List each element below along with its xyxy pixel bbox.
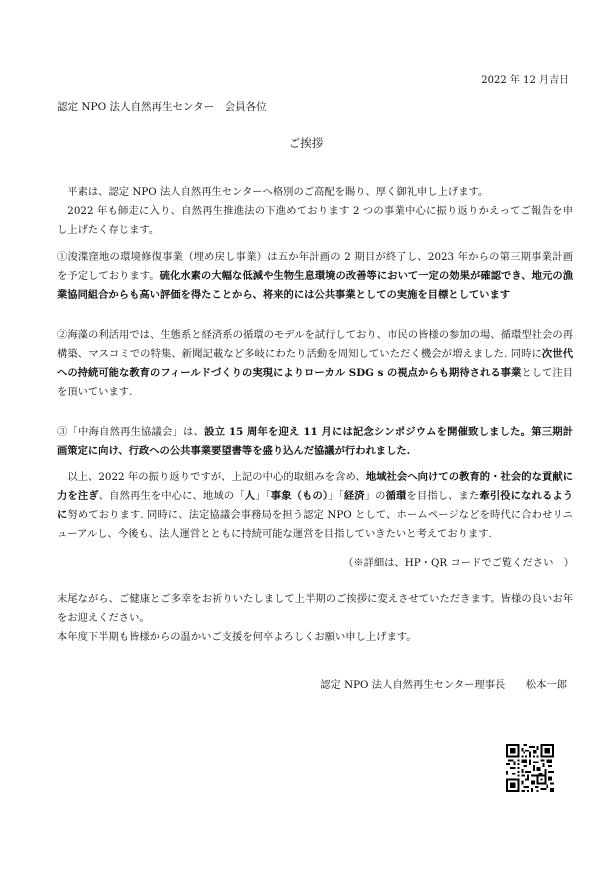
item-1-normal: ①浚渫窪地の環境修復事業（埋め戻し事業）は五か年計画の 2 期目が終了し、2023 年からの第三期事業計画を予定しております。 (57, 251, 573, 282)
item-2-paragraph (57, 326, 573, 402)
letter-date: 2022 年 12 月吉日 (481, 75, 569, 86)
qr-code-icon[interactable] (506, 744, 554, 792)
item-3-normal: ③「中海自然再生協議会」は、 (57, 426, 205, 438)
summary-part-6: 事象（もの） (270, 490, 329, 502)
item-3-text (57, 423, 573, 461)
summary-part-9: 」の (364, 490, 386, 502)
item-3-paragraph (57, 423, 573, 461)
summary-text (57, 468, 573, 544)
closing-line-1: 末尾ながら、ご健康とご多幸をお祈りいたしまして上半期のご挨拶に変えさせていただきます。皆様の良いお年をお迎えください。 (57, 593, 573, 624)
summary-part-3: 、自然再生を中心に、地域の「 (98, 490, 245, 502)
item-2-tail: として注目を頂いています. (57, 367, 573, 398)
intro-line-1: 平素は、認定 NPO 法人自然再生センターへ格別のご高配を賜り、厚く御礼申し上げます。 (67, 186, 489, 198)
summary-part-4: 人 (244, 490, 256, 502)
summary-part-10: 循環 (385, 490, 407, 502)
item-1-bold: 硫化水素の大幅な低減や生物生息環境の改善等において一定の効果が確認でき、地元の漁業協同組合からも高い評価を得たことから、将来的には公共事業としての実施を目標としています (57, 270, 573, 301)
summary-part-11: を目指し、また (406, 490, 480, 502)
summary-part-7: 」「 (328, 490, 344, 502)
item-1-text (57, 248, 573, 305)
page-title: ご挨拶 (288, 136, 324, 150)
intro-line-2: 2022 年も師走に入り、自然再生推進法の下進めております 2 つの事業中心に振り返りかえってご報告を申し上げたく存じます。 (57, 205, 573, 236)
details-note: （※詳細は、HP・QR コードでご覧ください ） (342, 557, 574, 569)
summary-part-8: 経済 (343, 490, 365, 502)
signature-line: 認定 NPO 法人自然再生センター理事長 松本一郎 (320, 679, 567, 691)
summary-part-5: 」「 (255, 490, 271, 502)
summary-part-12: 牽引役になれるように (57, 490, 574, 521)
item-3-bold: 設立 15 周年を迎え 11 月には記念シンポジウムを開催致しました。第三期計画策定に向け、行政への公共事業要望書等を盛り込んだ協議が行われました. (57, 426, 574, 457)
item-2-normal: ②海藻の利活用では、生態系と経済系の循環のモデルを試行しており、市民の皆様の参加の場、循環型社会の再構築、マスコミでの特集、新聞記載など多岐にわたり活動を周知していただく機会が増えました. 同時に (57, 329, 573, 360)
summary-paragraph (57, 468, 573, 544)
intro-paragraph (57, 183, 573, 240)
recipient-line: 認定 NPO 法人自然再生センター 会員各位 (57, 101, 267, 113)
item-2-bold: 次世代への持続可能な教育のフィールドづくりの実現によりローカル SDG s の視点からも期待される事業 (57, 348, 573, 379)
summary-part-1: 以上、2022 年の振り返りですが、上記の中心的取組みを含め、 (67, 471, 366, 483)
item-1-paragraph (57, 248, 573, 305)
closing-paragraph (57, 590, 573, 647)
item-2-text (57, 326, 573, 402)
summary-part-13: 努めております. 同時に、法定協議会事務局を担う認定 NPO として、ホームページなどを時代に合わせリニューアルし、今後も、法人運営とともに持続可能な運営を目指していきたいと考えております. (57, 509, 574, 540)
closing-line-2: 本年度下半期も皆様からの温かいご支援を何卒よろしくお願い申し上げます。 (57, 631, 417, 643)
summary-part-2: 地域社会へ向けての教育的・社会的な貢献に力を注ぎ (57, 471, 573, 502)
